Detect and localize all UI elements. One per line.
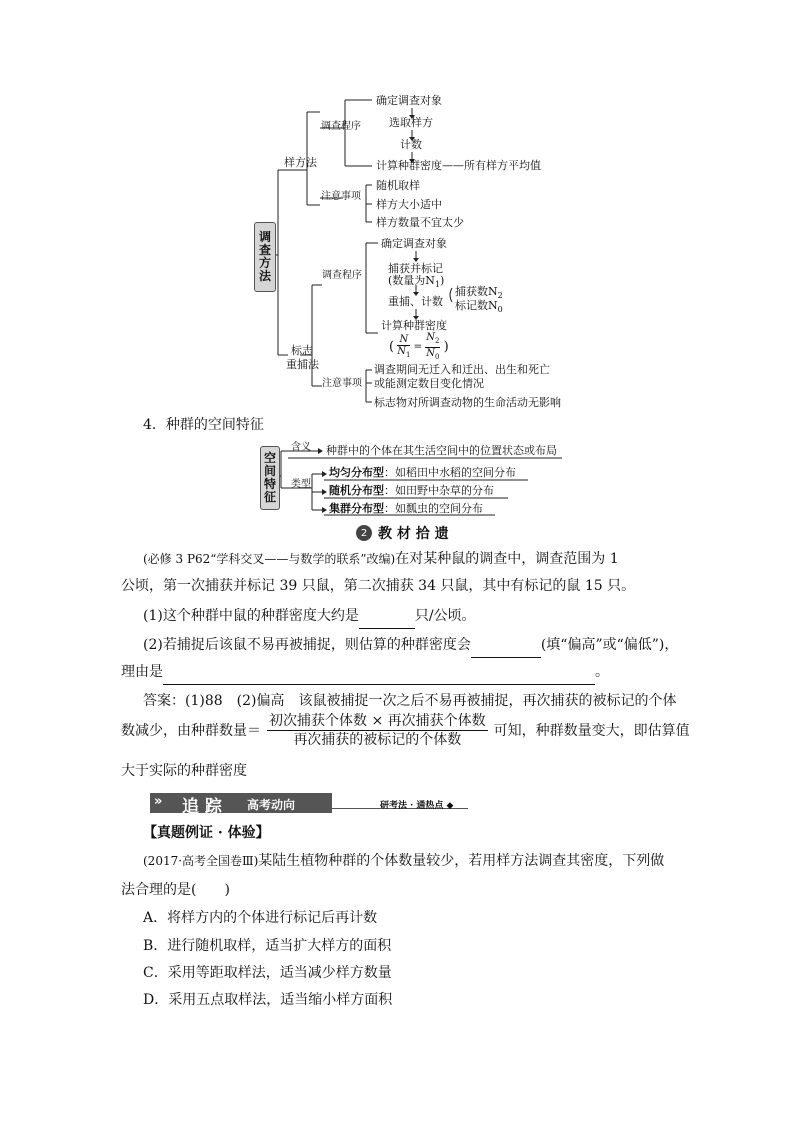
distribution-type-name: 均匀分布型 <box>329 466 384 479</box>
answer-blank[interactable] <box>163 670 595 685</box>
distribution-type: 均匀分布型：如稻田中水稻的空间分布 <box>329 466 516 479</box>
root-char: 空 <box>263 451 276 465</box>
banner-title: 教 材 拾 遗 <box>378 526 449 542</box>
exam-option[interactable]: B．进行随机取样，适当扩大样方的面积 <box>143 938 392 954</box>
number-badge-icon: 2 <box>356 525 372 541</box>
quadrat-step: 确定调查对象 <box>376 94 442 107</box>
meaning-label: 含义 <box>291 442 311 453</box>
answer-line1: 答案：(1)88 (2)偏高 该鼠被捕捉一次之后不易再被捕捉，再次捕获的被标记的个体 <box>143 693 677 709</box>
mark-step: 重捕、计数 <box>388 295 443 308</box>
meaning-text: 种群中的个体在其生活空间中的位置状态或布局 <box>326 444 557 457</box>
branch-mark-recapture-1: 标志 <box>291 344 313 357</box>
distribution-type: 随机分布型：如田野中杂草的分布 <box>329 484 494 497</box>
banner-right: 研考法 · 通热点 ◆ <box>380 801 454 811</box>
exam-source: (2017·高考全国卷Ⅲ) <box>143 854 259 868</box>
problem-source: (必修 3 P62“学科交叉——与数学的联系”改编) <box>143 552 396 566</box>
exam-stem-line2: 法合理的是( ) <box>121 882 230 898</box>
type-label: 类型 <box>291 479 311 490</box>
question-2: (2)若捕捉后该鼠不易再被捕捉，则估算的种群密度会 (填“偏高”或“偏低”)， <box>143 632 678 658</box>
quadrat-note: 随机取样 <box>376 179 420 192</box>
distribution-type-name: 随机分布型 <box>329 484 384 497</box>
exam-option[interactable]: D．采用五点取样法，适当缩小样方面积 <box>143 992 393 1008</box>
exam-option[interactable]: C．采用等距取样法，适当减少样方数量 <box>143 965 392 981</box>
mark-procedure-label: 调查程序 <box>322 270 362 281</box>
quadrat-note: 样方大小适中 <box>376 198 442 211</box>
answer-label: 答案： <box>143 693 185 709</box>
root-char: 特 <box>263 477 276 491</box>
answer-line3: 大于实际的种群密度 <box>121 763 247 779</box>
banner-main: 追 踪 <box>182 797 222 817</box>
quadrat-step: 计数 <box>400 138 422 151</box>
mark-note: 调查期间无迁入和迁出、出生和死亡 <box>374 363 550 376</box>
population-formula: $\frac{\text{初次捕获个体数 × 再次捕获个体数}}{\text{再次捕获的被标记的个体数}}$ <box>269 713 486 748</box>
mark-note: 或能测定数目变化情况 <box>374 377 484 390</box>
exam-section-title: 【真题例证 · 体验】 <box>143 825 270 841</box>
mark-step: 捕获并标记 <box>388 262 443 275</box>
root-char: 查 <box>258 243 271 257</box>
problem-stem-line1: (必修 3 P62“学科交叉——与数学的联系”改编)在对某种鼠的调查中，调查范围为 1 <box>143 551 619 567</box>
root-char: 征 <box>263 490 276 504</box>
distribution-type: 集群分布型：如瓢虫的空间分布 <box>329 502 483 515</box>
mark-step-quantity: (数量为$N_1$) <box>388 274 445 290</box>
answer-blank[interactable] <box>359 614 415 629</box>
root-char: 调 <box>258 230 271 244</box>
mark-count-marked: 标记数$N_0$ <box>455 299 503 315</box>
diagram2-root-box <box>260 446 280 510</box>
quadrat-note: 样方数量不宜太少 <box>376 216 464 229</box>
quadrat-step: 计算种群密度——所有样方平均值 <box>376 159 541 172</box>
mark-note: 标志物对所调查动物的生命活动无影响 <box>374 396 561 409</box>
problem-stem-line2: 公顷，第一次捕获并标记 39 只鼠，第二次捕获 34 只鼠，其中有标记的鼠 15 只。 <box>121 578 636 594</box>
banner-bar <box>150 793 332 813</box>
exam-option[interactable]: A．将样方内的个体进行标记后再计数 <box>143 910 378 926</box>
textbook-banner <box>356 523 449 543</box>
root-char: 方 <box>258 256 271 270</box>
exam-trend-banner <box>150 791 468 815</box>
branch-quadrat-method: 样方法 <box>284 156 317 169</box>
mark-step: 确定调查对象 <box>381 237 447 250</box>
question-1: (1)这个种群中鼠的种群密度大约是 只/公顷。 <box>143 603 476 629</box>
double-chevron-icon: » <box>154 794 163 809</box>
mark-step: 计算种群密度 <box>381 319 447 332</box>
quadrat-step: 选取样方 <box>389 116 433 129</box>
branch-mark-recapture-2: 重捕法 <box>286 358 319 371</box>
section-4-title: 4．种群的空间特征 <box>143 417 264 433</box>
quadrat-notes-label: 注意事项 <box>321 191 361 202</box>
mark-notes-label: 注意事项 <box>322 378 362 389</box>
answer-blank[interactable] <box>471 643 541 658</box>
root-char: 法 <box>258 269 271 283</box>
mark-count-captured: 捕获数$N_2$ <box>455 285 503 301</box>
distribution-type-name: 集群分布型 <box>329 502 384 515</box>
density-formula: ( $\frac{N}{N_1}$ = $\frac{N_2}{N_0}$ ) <box>389 332 449 361</box>
quadrat-procedure-label: 调查程序 <box>321 121 361 132</box>
banner-sub: 高考动向 <box>247 798 296 812</box>
diagram2-connector-lines <box>0 0 794 520</box>
answer-line2: 数减少，由种群数量＝ $\frac{\text{初次捕获个体数 × 再次捕获个体数}}{\text{再次捕获的被标记的个体数}}$ 可知，种群数量变大，即估算值 <box>121 713 690 748</box>
root-char: 间 <box>263 464 276 478</box>
exam-stem-line1: (2017·高考全国卷Ⅲ)某陆生植物种群的个体数量较少，若用样方法调查其密度，下列做 <box>143 853 665 869</box>
question-2-reason: 理由是 。 <box>121 659 609 685</box>
